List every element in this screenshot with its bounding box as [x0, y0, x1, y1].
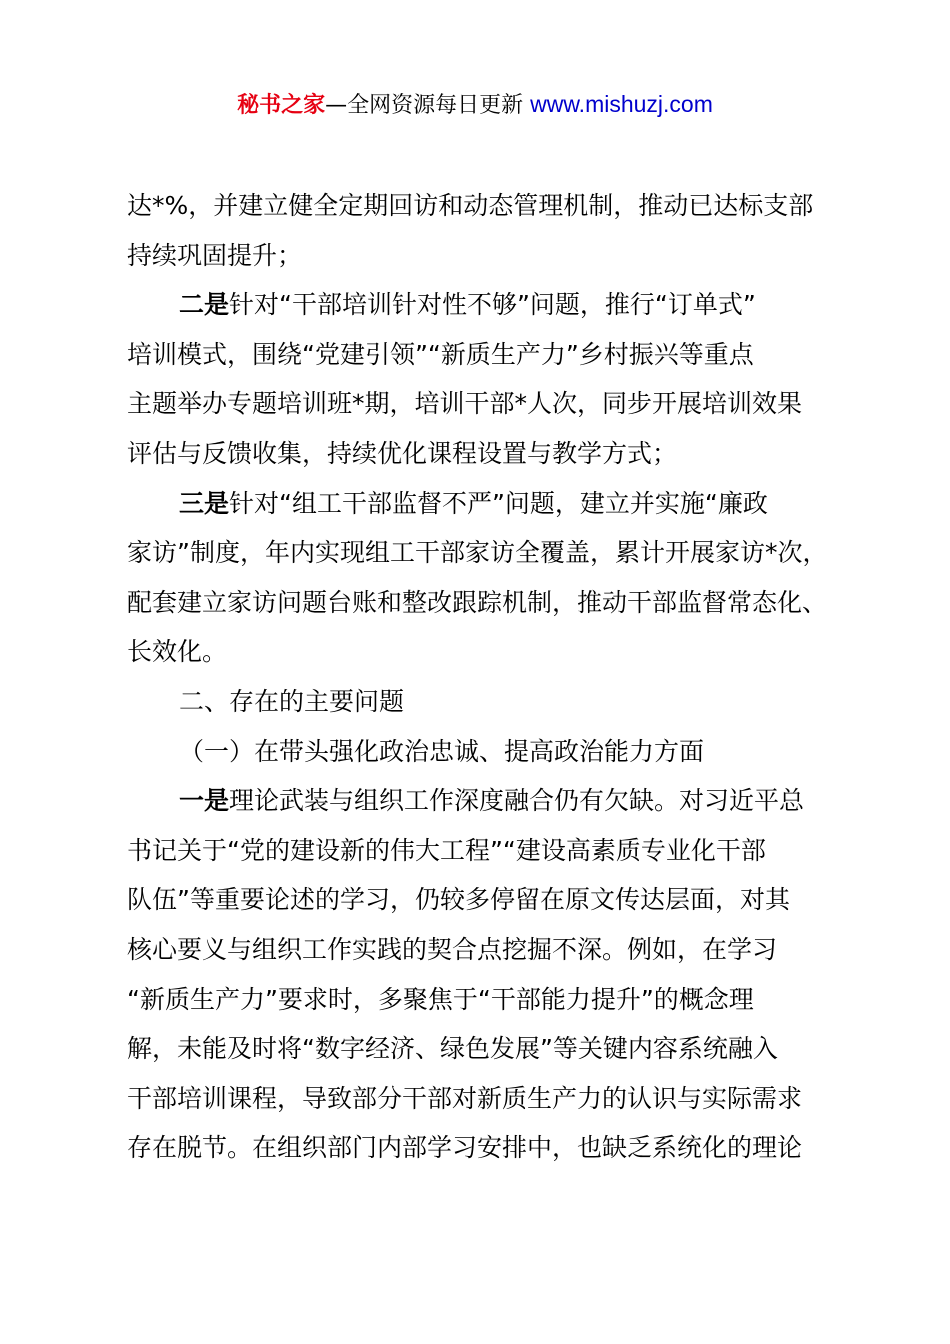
line-text: 队伍”等重要论述的学习，仍较多停留在原文传达层面，对其: [127, 885, 790, 915]
text-line: [127, 677, 839, 727]
line-text: 干部培训课程，导致部分干部对新质生产力的认识与实际需求: [127, 1083, 803, 1113]
text-line: [127, 1024, 839, 1074]
text-line: [127, 280, 839, 330]
line-text: 配套建立家访问题台账和整改跟踪机制，推动干部监督常态化、: [127, 587, 828, 617]
line-text: （一）在带头强化政治忠诚、提高政治能力方面: [179, 736, 705, 766]
text-line: [127, 1074, 839, 1124]
line-text: 核心要义与组织工作实践的契合点挖掘不深。例如，在学习: [127, 934, 778, 964]
text-line: [127, 379, 839, 429]
document-body: [127, 181, 839, 1173]
line-text: 存在脱节。在组织部门内部学习安排中，也缺乏系统化的理论: [127, 1133, 803, 1163]
line-text: 达*%，并建立健全定期回访和动态管理机制，推动已达标支部: [127, 191, 814, 220]
line-text: 针对“组工干部监督不严”问题，建立并实施“廉政: [229, 488, 768, 518]
line-text: 主题举办专题培训班*期，培训干部*人次，同步开展培训效果: [127, 389, 803, 419]
text-line: [127, 1123, 839, 1173]
text-line: [127, 479, 839, 529]
text-line: [127, 727, 839, 777]
header-tagline: —全网资源每日更新: [325, 93, 531, 118]
line-text: 理论武装与组织工作深度融合仍有欠缺。对习近平总: [229, 786, 805, 816]
text-line: [127, 528, 839, 578]
text-line: [127, 776, 839, 826]
brand-name: 秘书之家: [237, 93, 326, 118]
line-text: 家访”制度，年内实现组工干部家访全覆盖，累计开展家访*次，: [127, 538, 828, 568]
site-header: [0, 88, 950, 122]
text-line: [127, 578, 839, 628]
line-text: 二、存在的主要问题: [179, 686, 405, 716]
text-line: [127, 925, 839, 975]
text-line: [127, 429, 839, 479]
text-line: [127, 181, 839, 231]
text-line: [127, 330, 839, 380]
text-line: [127, 875, 839, 925]
text-line: [127, 826, 839, 876]
ordinal-lead: 一是: [179, 786, 230, 816]
line-text: 书记关于“党的建设新的伟大工程”“建设高素质专业化干部: [127, 835, 766, 865]
line-text: 持续巩固提升；: [127, 240, 303, 270]
line-text: 长效化。: [127, 637, 228, 667]
line-text: 解，未能及时将“数字经济、绿色发展”等关键内容系统融入: [127, 1034, 778, 1064]
line-text: 培训模式，围绕“党建引领”“新质生产力”乡村振兴等重点: [127, 339, 754, 369]
text-line: [127, 627, 839, 677]
line-text: “新质生产力”要求时，多聚焦于“干部能力提升”的概念理: [127, 984, 754, 1014]
ordinal-lead: 三是: [179, 488, 230, 518]
site-url-link[interactable]: www.mishuzj.com: [530, 91, 713, 117]
ordinal-lead: 二是: [179, 290, 230, 320]
text-line: [127, 231, 839, 281]
text-line: [127, 975, 839, 1025]
line-text: 评估与反馈收集，持续优化课程设置与教学方式；: [127, 438, 678, 468]
line-text: 针对“干部培训针对性不够”问题，推行“订单式”: [229, 290, 756, 320]
